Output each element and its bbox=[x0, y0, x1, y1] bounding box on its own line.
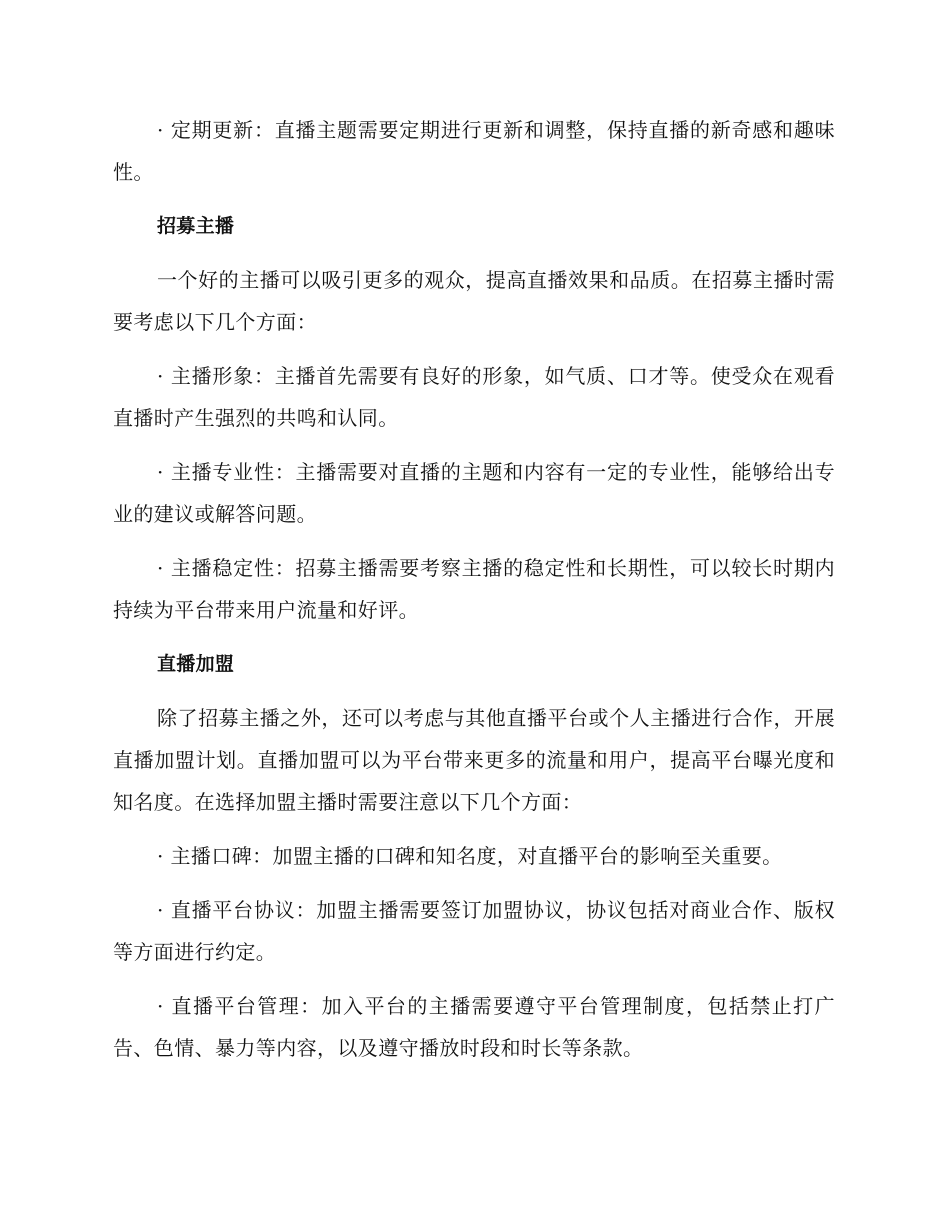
body-paragraph-recruit-intro: 一个好的主播可以吸引更多的观众，提高直播效果和品质。在招募主播时需要考虑以下几个方面： bbox=[113, 268, 835, 334]
bullet-paragraph-host-reputation: · 主播口碑：加盟主播的口碑和知名度，对直播平台的影响至关重要。 bbox=[157, 844, 783, 868]
bullet-paragraph-host-professionalism: · 主播专业性：主播需要对直播的主题和内容有一定的专业性，能够给出专业的建议或解答问题。 bbox=[113, 460, 835, 526]
section-heading-live-franchise: 直播加盟 bbox=[157, 653, 235, 675]
bullet-paragraph-regular-update: · 定期更新：直播主题需要定期进行更新和调整，保持直播的新奇感和趣味性。 bbox=[113, 118, 835, 184]
bullet-paragraph-platform-agreement: · 直播平台协议：加盟主播需要签订加盟协议，协议包括对商业合作、版权等方面进行约定。 bbox=[113, 898, 835, 964]
bullet-paragraph-host-image: · 主播形象：主播首先需要有良好的形象，如气质、口才等。使受众在观看直播时产生强烈的共鸣和认同。 bbox=[113, 364, 835, 430]
bullet-paragraph-platform-management: · 直播平台管理：加入平台的主播需要遵守平台管理制度，包括禁止打广告、色情、暴力等内容，以及遵守播放时段和时长等条款。 bbox=[113, 994, 835, 1060]
bullet-paragraph-host-stability: · 主播稳定性：招募主播需要考察主播的稳定性和长期性，可以较长时期内持续为平台带来用户流量和好评。 bbox=[113, 556, 835, 622]
body-paragraph-franchise-intro: 除了招募主播之外，还可以考虑与其他直播平台或个人主播进行合作，开展直播加盟计划。直播加盟可以为平台带来更多的流量和用户，提高平台曝光度和知名度。在选择加盟主播时需要注意以下几个方面： bbox=[113, 706, 835, 814]
section-heading-recruit-host: 招募主播 bbox=[157, 215, 235, 237]
document-page bbox=[113, 109, 835, 1069]
